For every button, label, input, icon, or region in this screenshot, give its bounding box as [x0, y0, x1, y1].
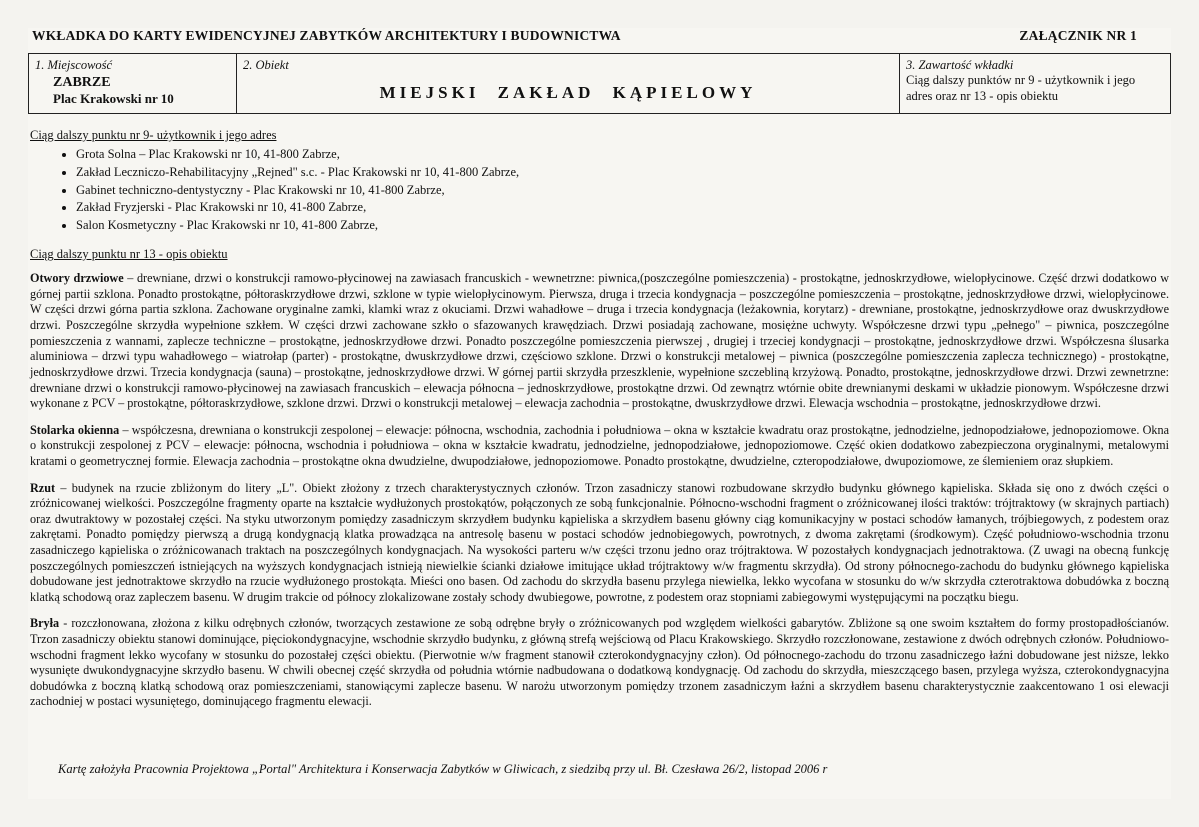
list-item: • Gabinet techniczno-dentystyczny - Plac Krakowski nr 10, 41-800 Zabrze, — [76, 182, 1169, 198]
paragraph-mass — [30, 616, 1169, 710]
section-users-heading: Ciąg dalszy punktu nr 9- użytkownik i jego adres — [30, 128, 277, 142]
list-item: • Zakład Leczniczo-Rehabilitacyjny „Rejned" s.c. - Plac Krakowski nr 10, 41-800 Zabrze, — [76, 164, 1169, 180]
table-row — [29, 54, 1171, 114]
identification-table — [28, 53, 1171, 114]
cell-locality-city: ZABRZE — [53, 75, 111, 90]
list-item: • Grota Solna – Plac Krakowski nr 10, 41-800 Zabrze, — [76, 146, 1169, 162]
cell-object-number: 2. Obiekt — [243, 58, 289, 72]
paragraph-doors — [30, 271, 1169, 411]
cell-contents-number: 3. Zawartość wkładki — [906, 58, 1014, 72]
list-item: • Salon Kosmetyczny - Plac Krakowski nr 10, 41-800 Zabrze, — [76, 217, 1169, 233]
cell-object — [237, 54, 900, 114]
cell-object-name: MIEJSKI ZAKŁAD KĄPIELOWY — [379, 83, 757, 102]
users-list — [30, 146, 1169, 233]
section-description-heading: Ciąg dalszy punktu nr 13 - opis obiektu — [30, 247, 228, 262]
paragraph-plan-text: – budynek na rzucie zbliżonym do litery „L". Obiekt złożony z trzech charakterystycznych członów. Trzon zasadniczy stanowi rozbudowane skrzydło budynku głównego kąpieliska. Składa się ono z dwóch części o zróżnicowanej wielkości. Poszczególne fragmenty oparte na kształcie wydłużonych prostokątów, połączonych ze sobą funkcjonalnie. Północno-wschodni fragment o zróżnicowanej ilości traktów: trójtraktowy (w skrajnych partiach) oraz dwutraktowy w pozostałej części. Na styku utworzonym pomiędzy zasadniczym skrzydłem budynku kąpieliska a skrzydłem basenu główny ciąg komunikacyjny w postaci schodów łamanych, trójbiegowych, z podestem oraz zakrętami. Ponadto pomiędzy pierwszą a drugą kondygnacją klatka prowadząca na antresolę basenu w postaci schodów jednobiegowych, powrotnych, z dwoma zakrętami (środkowym). Część południowo-wschodnia trzonu zasadniczego kąpieliska o zróżnicowanach traktach na poszczególnych kondygnacjach. Na wysokości parteru w/w części trzonu jedno oraz trójtraktowa. W pozostałych kondygnacjach jednotraktowa. (Z uwagi na obecną funkcję poszczególnych pomieszczeń istniejących na wyższych kondygnacjach istnieją niewielkie ścianki działowe imitujące układ trójtraktowy w/w fragmentu skrzydła). Od strony północnego-zachodu do budynku głównego kąpieliska dobudowane jest jednotraktowe skrzydło na rzucie wydłużonego prostokąta. Mieści ono basen. Od zachodu do skrzydła basenu przylega niewielka, lekko wycofana w stosunku do w/w skrzydła czterotraktowa dobudówka z boczną klatką schodową oraz zapleczem basenu. W drugim trakcie od północy zlokalizowane zostały schody dwubiegowe, powrotne, z podestem oraz stopniami zabiegowymi występującymi na początku biegu. — [30, 480, 1169, 604]
paragraph-windows — [30, 423, 1169, 470]
document-body — [28, 128, 1171, 710]
document-footer: Kartę założyła Pracownia Projektowa „Portal" Architektura i Konserwacja Zabytków w Gliwicach, z siedzibą przy ul. Bł. Czesława 26/2, listopad 2006 r — [58, 762, 828, 776]
paragraph-mass-label: Bryła — [30, 616, 60, 631]
document-header — [28, 28, 1171, 44]
cell-locality-address: Plac Krakowski nr 10 — [53, 91, 174, 106]
cell-contents-line1: Ciąg dalszy punktów nr 9 - użytkownik i jego — [906, 73, 1136, 87]
header-left-title: WKŁADKA DO KARTY EWIDENCYJNEJ ZABYTKÓW ARCHITEKTURY I BUDOWNICTWA — [32, 28, 621, 43]
cell-contents — [900, 54, 1171, 114]
paragraph-plan-label: Rzut — [30, 480, 56, 495]
paragraph-mass-text: - rozczłonowana, złożona z kilku odrębnych członów, tworzących zestawione ze sobą odrębne bryły o zróżnicowanych pod względem wielkości gabarytów. Zbliżone są one swoim kształtem do formy prostopadłościanów. Trzon zasadniczy obiektu stanowi dominujące, pięciokondygnacyjne, wschodnie skrzydło budynku, z główną strefą wejściową od Placu Krakowskiego. Skrzydło rozczłonowane, zestawione z dwóch odrębnych członów. Południowo-wschodni fragment lekko wycofany w stosunku do pozostałej części obiektu. (Pierwotnie w/w fragment stanowił czterokondygnacyjny człon). Od północnego-zachodu do trzonu zasadniczego łaźni dobudowane jest niższe, lekko wysunięte dwukondygnacyjne skrzydło basenu. W chwili obecnej część skrzydła od południa wtórnie nadbudowana o dodatkową kondygnację. Od zachodu do skrzydła, mieszczącego basen, przylega wyższa, czterokondygnacyjna dobudówka z boczną klatką schodową oraz pomieszczeniami, stanowiącymi zaplecze basenu. W narożu utworzonym pomiędzy trzonem zasadniczym łaźni a skrzydłem basenu charakterystycznie zaakcentowano 1 osi elewacji zachodniej w postaci wysuniętego, dominującego fragmentu elewacji. — [30, 616, 1169, 709]
paragraph-windows-label: Stolarka okienna — [30, 422, 120, 437]
paragraph-doors-text: – drewniane, drzwi o konstrukcji ramowo-płycinowej na zawiasach francuskich - wewnetrzne: piwnica,(poszczególne pomieszczenia) - prostokątne, jednoskrzydłowe, wielopłycinowe. Część drzwi dodatkowo w górnej partii szklona. Ponadto prostokątne, półtoraskrzydłowe drzwi, szklone w typie wielopłycinowym. Pierwsza, druga i trzecia kondygnacja – poszczególne pomieszczenia – prostokątne, jednoskrzydłowe drzwi, wielopłycinowe. W części drzwi górna partia szklona. Zachowane oryginalne zamki, klamki wraz z okuciami. Drzwi wahadłowe – druga i trzecia kondygnacja (leżakownia, korytarz) - drewniane, prostokątne, jednoskrzydłowe oraz dwuskrzydłowe drzwi. Poszczególne skrzydła wypełnione szkłem. W części drzwi zachowane szkło o sfazowanych krawędziach. Drzwi posiadają zachowane, mosiężne uchwyty. Współczesne drzwi typu „pełnego" – piwnica, poszczególne pomieszczenia z wannami, zaplecze techniczne – prostokątne, jednoskrzydłowe drzwi. Ponadto poszczególne pomieszczenia pierwszej , drugiej i trzeciej kondygnacji – prostokątne, jednoskrzydłowe drzwi. Współczesna ślusarka aluminiowa – drzwi typu wahadłowego – wiatrołap (parter) - prostokątne, dwuskrzydłowe drzwi, częściowo szklone. Drzwi o konstrukcji metalowej – piwnica (poszczególne pomieszczenia zaplecza technicznego) - prostokątne, jednoskrzydłowe drzwi. Trzecia kondygnacja (sauna) – prostokątne, jednoskrzydłowe drzwi. W górnej partii skrzydła przeszklenie, wypełnione szczebliną krzyżową. Ponadto, prostokątne, jednoskrzydłowe drzwi. Drzwi zewnetrzne: drewniane drzwi o konstrukcji ramowo-płycinowej na zawiasach francuskich – elewacja północna – jednoskrzydłowe, prostokątne drzwi. Od zewnątrz wtórnie obite drewnianymi deskami w układzie pionowym. Współczesne drzwi wykonane z PCV – prostokątne, półtoraskrzydłowe, szklone drzwi. Drzwi o konstrukcji metalowej – elewacja zachodnia – prostokątne, dwuskrzydłowe drzwi. Elewacja wschodnia – prostokątne, jednoskrzydłowe drzwi. — [30, 271, 1169, 411]
cell-locality — [29, 54, 237, 114]
document-sheet — [28, 28, 1171, 799]
cell-contents-line2: adres oraz nr 13 - opis obiektu — [906, 88, 1059, 103]
paragraph-doors-label: Otwory drzwiowe — [30, 271, 124, 286]
paragraph-windows-text: – współczesna, drewniana o konstrukcji zespolonej – elewacje: północna, wschodnia, zachodnia i południowa – okna w kształcie kwadratu oraz prostokątne, jednodzielne, jednopodziałowe, jednopoziomowe. Okna o konstrukcji zespolonej z PCV – elewacje: północna, wschodnia i południowa – okna w kształcie kwadratu, jednodzielne, jednopodziałowe, jednopoziomowe. Część okien dodatkowo zabezpieczona oryginalnymi, metalowymi kratami o geometrycznej formie. Elewacja zachodnia – prostokątne okna dwudzielne, dwupodziałowe, jednopoziomowe. Ponadto prostokątne, dwudzielne, czteropodziałowe, dwupoziomowe, ze ślemieniem oraz słupkiem. — [30, 422, 1169, 468]
header-right-title: ZAŁĄCZNIK NR 1 — [1019, 28, 1137, 43]
list-item: • Zakład Fryzjerski - Plac Krakowski nr 10, 41-800 Zabrze, — [76, 199, 1169, 215]
paragraph-plan — [30, 481, 1169, 606]
cell-locality-number: 1. Miejscowość — [35, 58, 113, 72]
